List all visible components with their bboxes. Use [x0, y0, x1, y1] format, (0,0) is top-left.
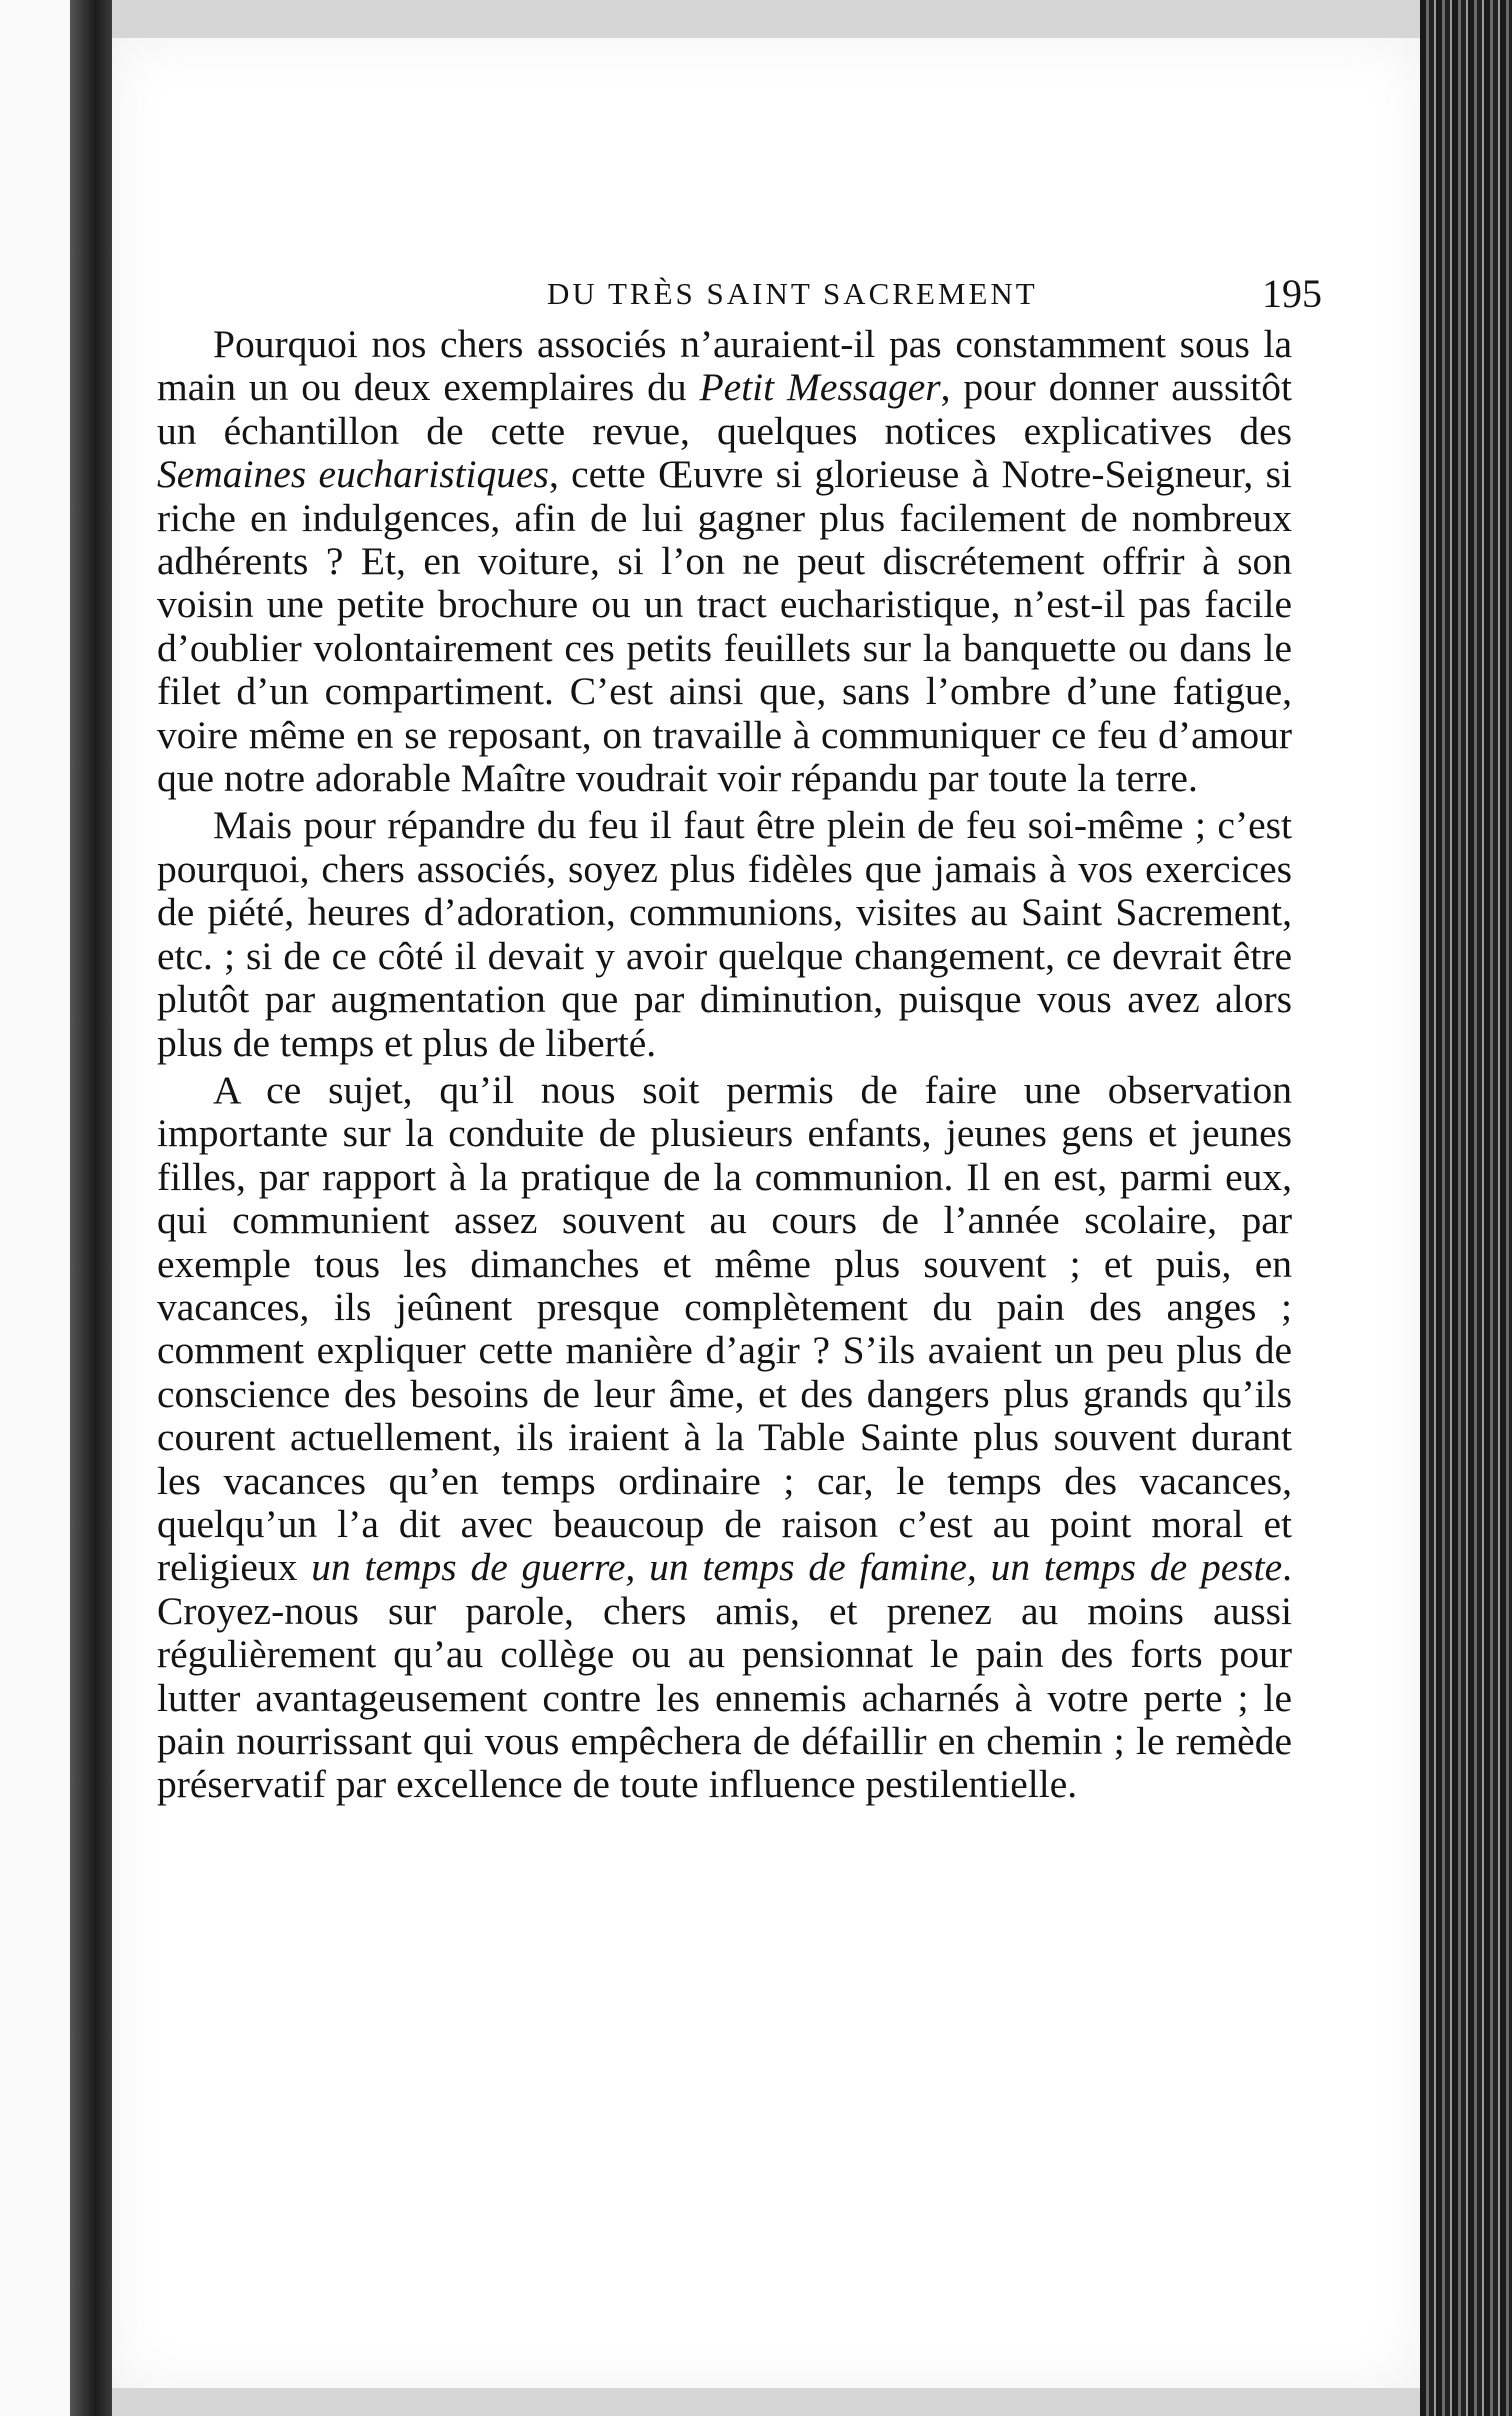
- paragraph: [157, 1069, 1292, 1807]
- page-header: [447, 270, 1387, 330]
- adjacent-page-edge: [0, 0, 112, 2416]
- text-run: . Croyez-nous sur parole, chers amis, et prenez au moins aussi régulièrement qu’au collège ou au pensionnat le pain des forts pour lutter avantageusement contre les ennemis acharnés à votre perte ; le pain nourrissant qui vous empêchera de défaillir en chemin ; le remède préservatif par excellence de toute influence pestilentielle.: [157, 1545, 1292, 1807]
- paragraph: [157, 804, 1292, 1064]
- text-run: A ce sujet, qu’il nous soit permis de faire une observation importante sur la conduite de plusieurs enfants, jeunes gens et jeunes filles, par rapport à la pratique de la communion. Il en est, parmi eux, qui communient assez souvent au cours de l’année scolaire, par exemple tous les dimanches et même plus souvent ; et puis, en vacances, ils jeûnent presque complètement du pain des anges ; comment expliquer cette manière d’agir ? S’ils avaient un peu plus de conscience des besoins de leur âme, et des dangers plus grands qu’ils courent actuellement, ils iraient à la Table Sainte plus souvent durant les vacances qu’en temps ordinaire ; car, le temps des vacances, quelqu’un l’a dit avec beaucoup de raison c’est au point moral et religieux: [157, 1067, 1292, 1590]
- text-run: , pour donner aussitôt un échantillon de cette revue, quelques notices explicatives des: [157, 365, 1292, 453]
- book-page-stack-edge: [1420, 0, 1512, 2416]
- text-run: Mais pour répandre du feu il faut être plein de feu soi-même ; c’est pourquoi, chers associés, soyez plus fidèles que jamais à vos exercices de piété, heures d’adoration, communions, visites au Saint Sacrement, etc. ; si de ce côté il devait y avoir quelque changement, ce devrait être plutôt par augmentation que par diminution, puisque vous avez alors plus de temps et plus de liberté.: [157, 803, 1292, 1065]
- running-head: DU TRÈS SAINT SACREMENT: [547, 276, 1038, 311]
- text-run: Pourquoi nos chers associés n’auraient-il pas constamment sous la main un ou deux exemplaires du: [157, 322, 1292, 410]
- text-run: , cette Œuvre si glorieuse à Notre-Seigneur, si riche en indulgences, afin de lui gagner plus facilement de nombreux adhérents ? Et, en voiture, si l’on ne peut discrétement offrir à son voisin une petite brochure ou un tract eucharistique, n’est-il pas facile d’oublier volontairement ces petits feuillets sur la banquette ou dans le filet d’un compartiment. C’est ainsi que, sans l’ombre d’une fatigue, voire même en se reposant, on travaille à communiquer ce feu d’amour que notre adorable Maître voudrait voir répandu par toute la terre.: [157, 452, 1292, 801]
- paragraph: [157, 323, 1292, 800]
- page-number: 195: [1262, 271, 1322, 316]
- italic-run: Petit Messager: [699, 365, 941, 410]
- italic-run: un temps de guerre, un temps de famine, un temps de peste: [311, 1545, 1283, 1590]
- book-page: [112, 38, 1420, 2388]
- body-text: [157, 323, 1292, 1811]
- italic-run: Semaines eucharistiques: [157, 452, 549, 497]
- book-gutter-shadow: [70, 0, 112, 2416]
